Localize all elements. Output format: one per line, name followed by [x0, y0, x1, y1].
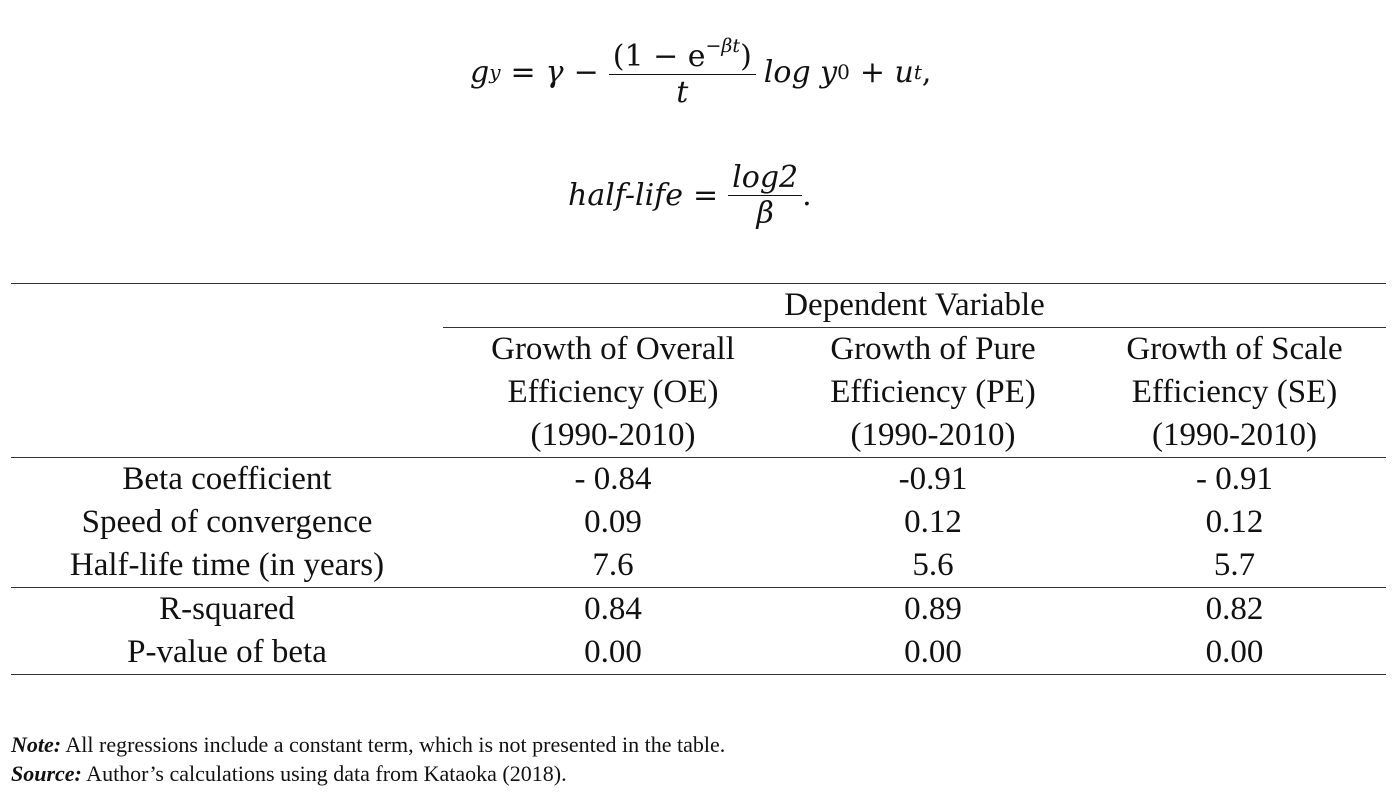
- eq1-denominator: t: [676, 74, 689, 110]
- row-label: P-value of beta: [127, 634, 327, 670]
- table-cell: 0.12: [904, 504, 962, 540]
- table-cell: -0.91: [898, 461, 968, 497]
- table-cell: 0.84: [584, 591, 642, 627]
- eq2-lhs: half-life: [568, 177, 684, 213]
- eq1-error-subscript: t: [913, 60, 922, 84]
- table-row: [11, 501, 1386, 544]
- eq1-comma: ,: [921, 54, 932, 90]
- column-header-pe-period: (1990-2010): [850, 417, 1016, 453]
- source-text: Author’s calculations using data from Kataoka (2018).: [81, 761, 567, 786]
- column-header-oe: Growth of Overall: [491, 331, 735, 367]
- note-label: Note:: [11, 732, 62, 757]
- table-cell: 0.00: [1205, 634, 1264, 670]
- eq1-gamma: γ: [545, 54, 564, 90]
- table-notes: [11, 730, 725, 788]
- table-cell: 0.09: [584, 504, 642, 540]
- table-cell: 0.89: [904, 591, 962, 627]
- eq1-log-term: log y: [763, 54, 838, 90]
- table-row: [11, 588, 1386, 632]
- eq1-minus: −: [573, 54, 599, 90]
- table-cell: 0.12: [1205, 504, 1264, 540]
- column-header-oe-line2: Efficiency (OE): [507, 374, 719, 410]
- eq1-lhs-subscript: y: [489, 60, 501, 84]
- row-label: Speed of convergence: [81, 504, 373, 540]
- eq1-error-term: + u: [859, 54, 914, 90]
- table-row: [11, 458, 1386, 502]
- table-cell: 5.7: [1213, 547, 1256, 583]
- row-label: Half-life time (in years): [69, 547, 385, 583]
- eq1-log-subscript: 0: [837, 60, 850, 84]
- column-header-se: Growth of Scale: [1126, 331, 1343, 367]
- column-header-se-line2: Efficiency (SE): [1131, 374, 1338, 410]
- source-line: [11, 759, 725, 788]
- eq2-numerator: log2: [728, 160, 802, 196]
- eq2-fraction: [728, 160, 802, 231]
- convergence-results-table: [11, 283, 1386, 675]
- eq2-equals: =: [693, 177, 719, 213]
- note-text: All regressions include a constant term, which is not presented in the table.: [61, 732, 726, 757]
- table-cell: 0.00: [904, 634, 962, 670]
- table-cell: 0.82: [1205, 591, 1264, 627]
- row-label: R-squared: [159, 591, 295, 627]
- eq2-denominator: β: [756, 195, 774, 231]
- eq2-period: .: [802, 177, 812, 213]
- table-corner-cell: [11, 284, 443, 328]
- source-label: Source:: [11, 761, 82, 786]
- table-cell: 7.6: [592, 547, 634, 583]
- convergence-equation: [470, 22, 990, 122]
- table-cell: - 0.91: [1196, 461, 1273, 497]
- table-row: [11, 631, 1386, 675]
- table-corner-cell: [11, 328, 443, 372]
- table-corner-cell: [11, 414, 443, 458]
- eq1-lhs: g: [470, 54, 490, 90]
- column-header-se-period: (1990-2010): [1152, 417, 1317, 453]
- dependent-variable-header: Dependent Variable: [443, 284, 1386, 328]
- table-corner-cell: [11, 371, 443, 414]
- column-header-pe-line2: Efficiency (PE): [830, 374, 1036, 410]
- row-label: Beta coefficient: [122, 461, 332, 497]
- table-cell: 5.6: [912, 547, 954, 583]
- half-life-equation: [568, 150, 868, 240]
- eq1-numerator: $(1 - e^{-\beta t})$: [609, 35, 756, 75]
- column-header-oe-period: (1990-2010): [530, 417, 696, 453]
- table-cell: - 0.84: [574, 461, 652, 497]
- table-row: [11, 544, 1386, 588]
- column-header-pe: Growth of Pure: [830, 331, 1036, 367]
- note-line: [11, 730, 725, 759]
- table-cell: 0.00: [584, 634, 642, 670]
- eq1-equals: =: [510, 54, 536, 90]
- eq1-fraction: [609, 35, 756, 110]
